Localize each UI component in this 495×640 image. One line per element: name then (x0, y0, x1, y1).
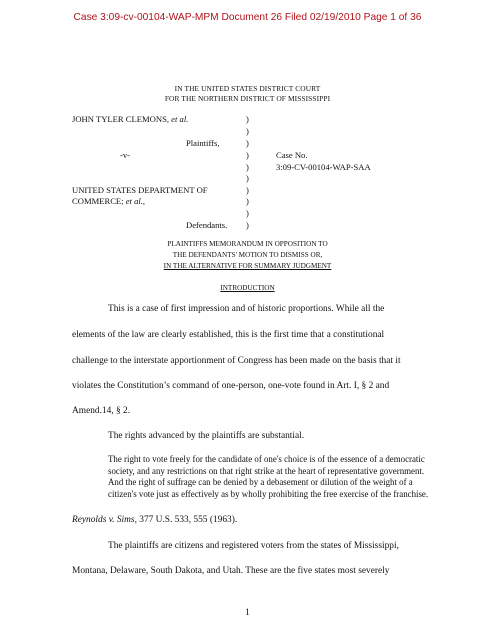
caption-paren: ) (246, 138, 249, 148)
versus-label: -v- (120, 150, 131, 160)
caption-paren: ) (246, 173, 249, 183)
caption-paren: ) (246, 114, 249, 124)
body-line: This is a case of first impression and of historic proportions. While all the (108, 304, 385, 314)
body-line: The plaintiffs are citizens and registered voters from the states of Mississippi, (108, 541, 399, 551)
plaintiff-name: JOHN TYLER CLEMONS, et al. (72, 114, 189, 124)
memo-title-line2: THE DEFENDANTS' MOTION TO DISMISS OR, (172, 251, 323, 259)
body-line: The rights advanced by the plaintiffs are substantial. (108, 431, 305, 441)
caption-paren: ) (246, 185, 249, 195)
defendant-name-line1: UNITED STATES DEPARTMENT OF (72, 185, 208, 195)
body-line: elements of the law are clearly established, this is the first time that a constitutional (72, 330, 385, 340)
defendant-name-line2: COMMERCE; et al., (72, 196, 146, 206)
caption-paren: ) (246, 220, 249, 230)
section-heading: INTRODUCTION (220, 284, 275, 292)
defendants-label: Defendants. (186, 220, 228, 230)
memo-title-line3: IN THE ALTERNATIVE FOR SUMMARY JUDGMENT (163, 262, 332, 270)
court-name-line2: FOR THE NORTHERN DISTRICT OF MISSISSIPPI (164, 94, 331, 103)
case-number: 3:09-CV-00104-WAP-SAA (276, 162, 371, 172)
citation: Reynolds v. Sims, 377 U.S. 533, 555 (1963). (72, 515, 238, 525)
block-quote: The right to vote freely for the candidate of one's choice is of the essence of a democratic society, and any restrictions on that right strike at the heart of representative government. And the right of suffrage can be denied by a debasement or dilution of the weight of a citizen's vote just as effectively as by wholly prohibiting the free exercise of the franchise. (108, 454, 429, 499)
court-name-line1: IN THE UNITED STATES DISTRICT COURT (174, 84, 321, 93)
caption-paren: ) (246, 162, 249, 172)
caption-paren: ) (246, 208, 249, 218)
case-number-label: Case No. (276, 150, 308, 160)
body-line: Amend.14, § 2. (72, 406, 131, 416)
caption-paren: ) (246, 196, 249, 206)
ecf-header-stamp: Case 3:09-cv-00104-WAP-MPM Document 26 Filed 02/19/2010 Page 1 of 36 (73, 12, 422, 23)
memo-title-line1: PLAINTIFFS MEMORANDUM IN OPPOSITION TO (167, 240, 328, 248)
body-line: Montana, Delaware, South Dakota, and Utah. These are the five states most severely (72, 566, 390, 576)
page-number: 1 (245, 608, 250, 618)
caption-paren: ) (246, 150, 249, 160)
body-line: violates the Constitution’s command of one-person, one-vote found in Art. I, § 2 and (72, 381, 390, 391)
plaintiffs-label: Plaintiffs, (186, 138, 220, 148)
caption-paren: ) (246, 126, 249, 136)
body-line: challenge to the interstate apportionment of Congress has been made on the basis that it (72, 356, 401, 366)
